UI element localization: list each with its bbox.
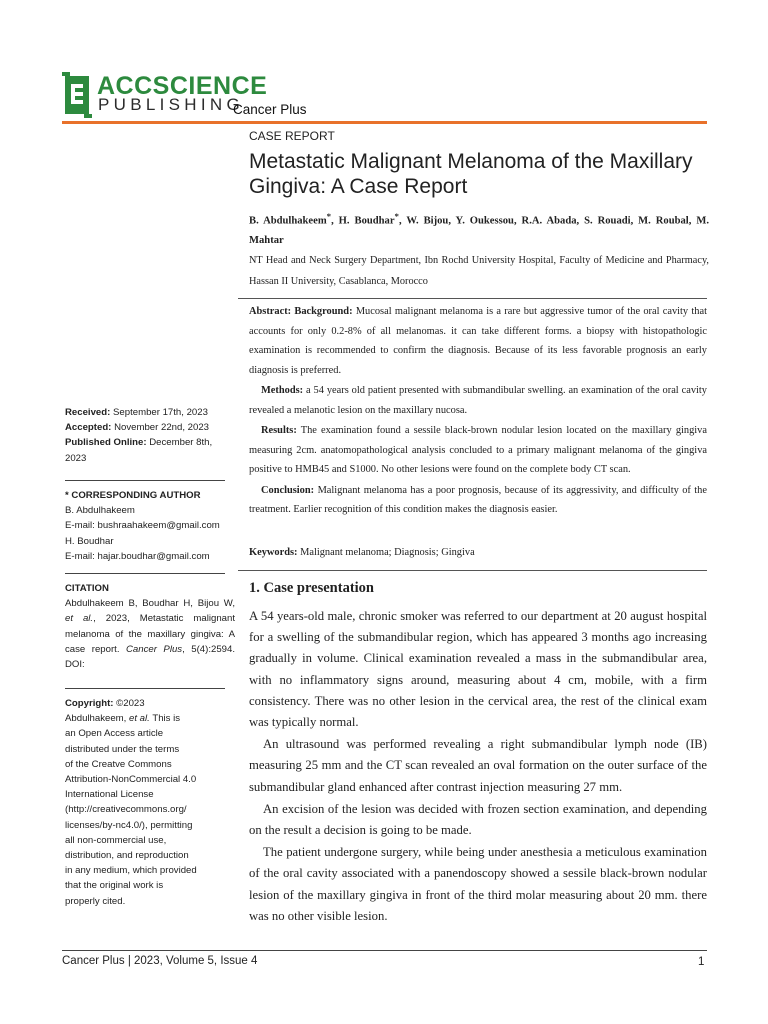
keywords: Keywords: Malignant melanoma; Diagnosis; Gingiva — [249, 547, 475, 558]
corresponding-author: * CORRESPONDING AUTHOR B. Abdulhakeem E-mail: bushraahakeem@gmail.com H. Boudhar E-mail: hajar.boudhar@gmail.com — [65, 488, 235, 564]
email-link[interactable]: E-mail: bushraahakeem@gmail.com — [65, 520, 220, 532]
sidebar-divider — [65, 480, 225, 481]
section-heading: 1. Case presentation — [249, 580, 374, 596]
body-text — [249, 606, 707, 928]
header-divider — [62, 121, 707, 124]
copyright-notice: Copyright: ©2023 Abdulhakeem, et al. This is an Open Access article distributed under the terms of the Creatve Commons Attribution-NonCommercial 4.0 International License (http://creativecommons.org/ licenses/by-nc4.0/), permitting all non-commercial use, distribution, and reproduction in any medium, which provided that the original work is properly cited. — [65, 696, 235, 909]
accscience-logo-icon — [62, 72, 92, 118]
abstract-top-divider — [238, 298, 707, 299]
sidebar-divider — [65, 688, 225, 689]
body-paragraph: The patient undergone surgery, while being under anesthesia a meticulous examination of the oral cavity associated with a panendoscopy showed a sessile black-brown nodular lesion of the maxillary gingiva in front of the third molar measuring about 20 mm. there was no other visible lesion. — [249, 845, 707, 923]
abstract-bottom-divider — [238, 570, 707, 571]
footer-journal-info: Cancer Plus | 2023, Volume 5, Issue 4 — [62, 955, 258, 967]
abstract-background: Abstract: Background: Mucosal malignant melanoma is a rare but aggressive tumor of the oral cavity that accounts for only 0.2-8% of all melanomas. it can take different forms. a biopsy with histopathologic examination is recommended to confirm the diagnosis. Because of its less favorable prognosis an early diagnosis is preferred. — [249, 306, 707, 376]
article-title: Metastatic Malignant Melanoma of the Maxillary Gingiva: A Case Report — [249, 150, 693, 198]
journal-name: Cancer Plus — [233, 102, 307, 117]
abstract-results: Results: The examination found a sessile black-brown nodular lesion located on the maxillary gingiva measuring 2cm. anatomopathological analysis concluded to a primary malignant melanoma of the gingiva positive to HMB45 and S1000. No other lesions were found on the complete body CT scan. — [249, 425, 707, 475]
body-paragraph: A 54 years-old male, chronic smoker was referred to our department at 20 august hospital for a swelling of the submandibular region, which has appeared 3 months ago increasing gradually in volume. Clinical examination revealed a mass in the submandibular area, with no inflammatory signs around, measuring about 4 cm, mobile, with a firm consistency. There was no other lesion in the cervical area, the rest of the clinical exam was typically normal. — [249, 609, 707, 730]
page-number: 1 — [698, 956, 705, 968]
abstract-methods: Methods: a 54 years old patient presented with submandibular swelling. an examination of the oral cavity revealed a melanotic lesion on the maxillary nucosa. — [249, 385, 707, 416]
abstract — [249, 302, 707, 520]
body-paragraph: An ultrasound was performed revealing a right submandibular lymph node (IB) measuring 25 mm and the CT scan revealed an oval formation on the outer surface of the submandibular gland enhanced after contrast injection measuring 27 mm. — [249, 737, 707, 794]
article-type: CASE REPORT — [249, 129, 335, 143]
brand-subtitle: PUBLISHING — [98, 95, 244, 114]
footer-divider — [62, 950, 707, 951]
license-link[interactable]: (http://creativecommons.org/ — [65, 804, 187, 816]
sidebar-divider — [65, 573, 225, 574]
abstract-conclusion: Conclusion: Malignant melanoma has a poor prognosis, because of its aggressivity, and difficulty of the treatment. Earlier recognition of this condition makes the diagnosis easier. — [249, 484, 707, 515]
author-list: B. Abdulhakeem*, H. Boudhar*, W. Bijou, Y. Oukessou, R.A. Abada, S. Rouadi, M. Roubal, M. Mahtar — [249, 211, 709, 246]
brand-name: ACCSCIENCE — [97, 72, 268, 100]
affiliation: NT Head and Neck Surgery Department, Ibn Rochd University Hospital, Faculty of Medicine and Pharmacy, Hassan II University, Casablanca, Morocco — [249, 255, 709, 287]
citation: CITATION Abdulhakeem B, Boudhar H, Bijou W, et al., 2023, Metastatic malignant melanoma of the maxillary gingiva: A case report. Cancer Plus, 5(4):2594. DOI: — [65, 583, 235, 671]
body-paragraph: An excision of the lesion was decided with frozen section examination, and depending on the result a decision is going to be made. — [249, 801, 707, 838]
article-dates: Received: September 17th, 2023 Accepted: November 22nd, 2023 Published Online: December 8th, 2023 — [65, 407, 213, 464]
email-link[interactable]: E-mail: hajar.boudhar@gmail.com — [65, 550, 210, 562]
